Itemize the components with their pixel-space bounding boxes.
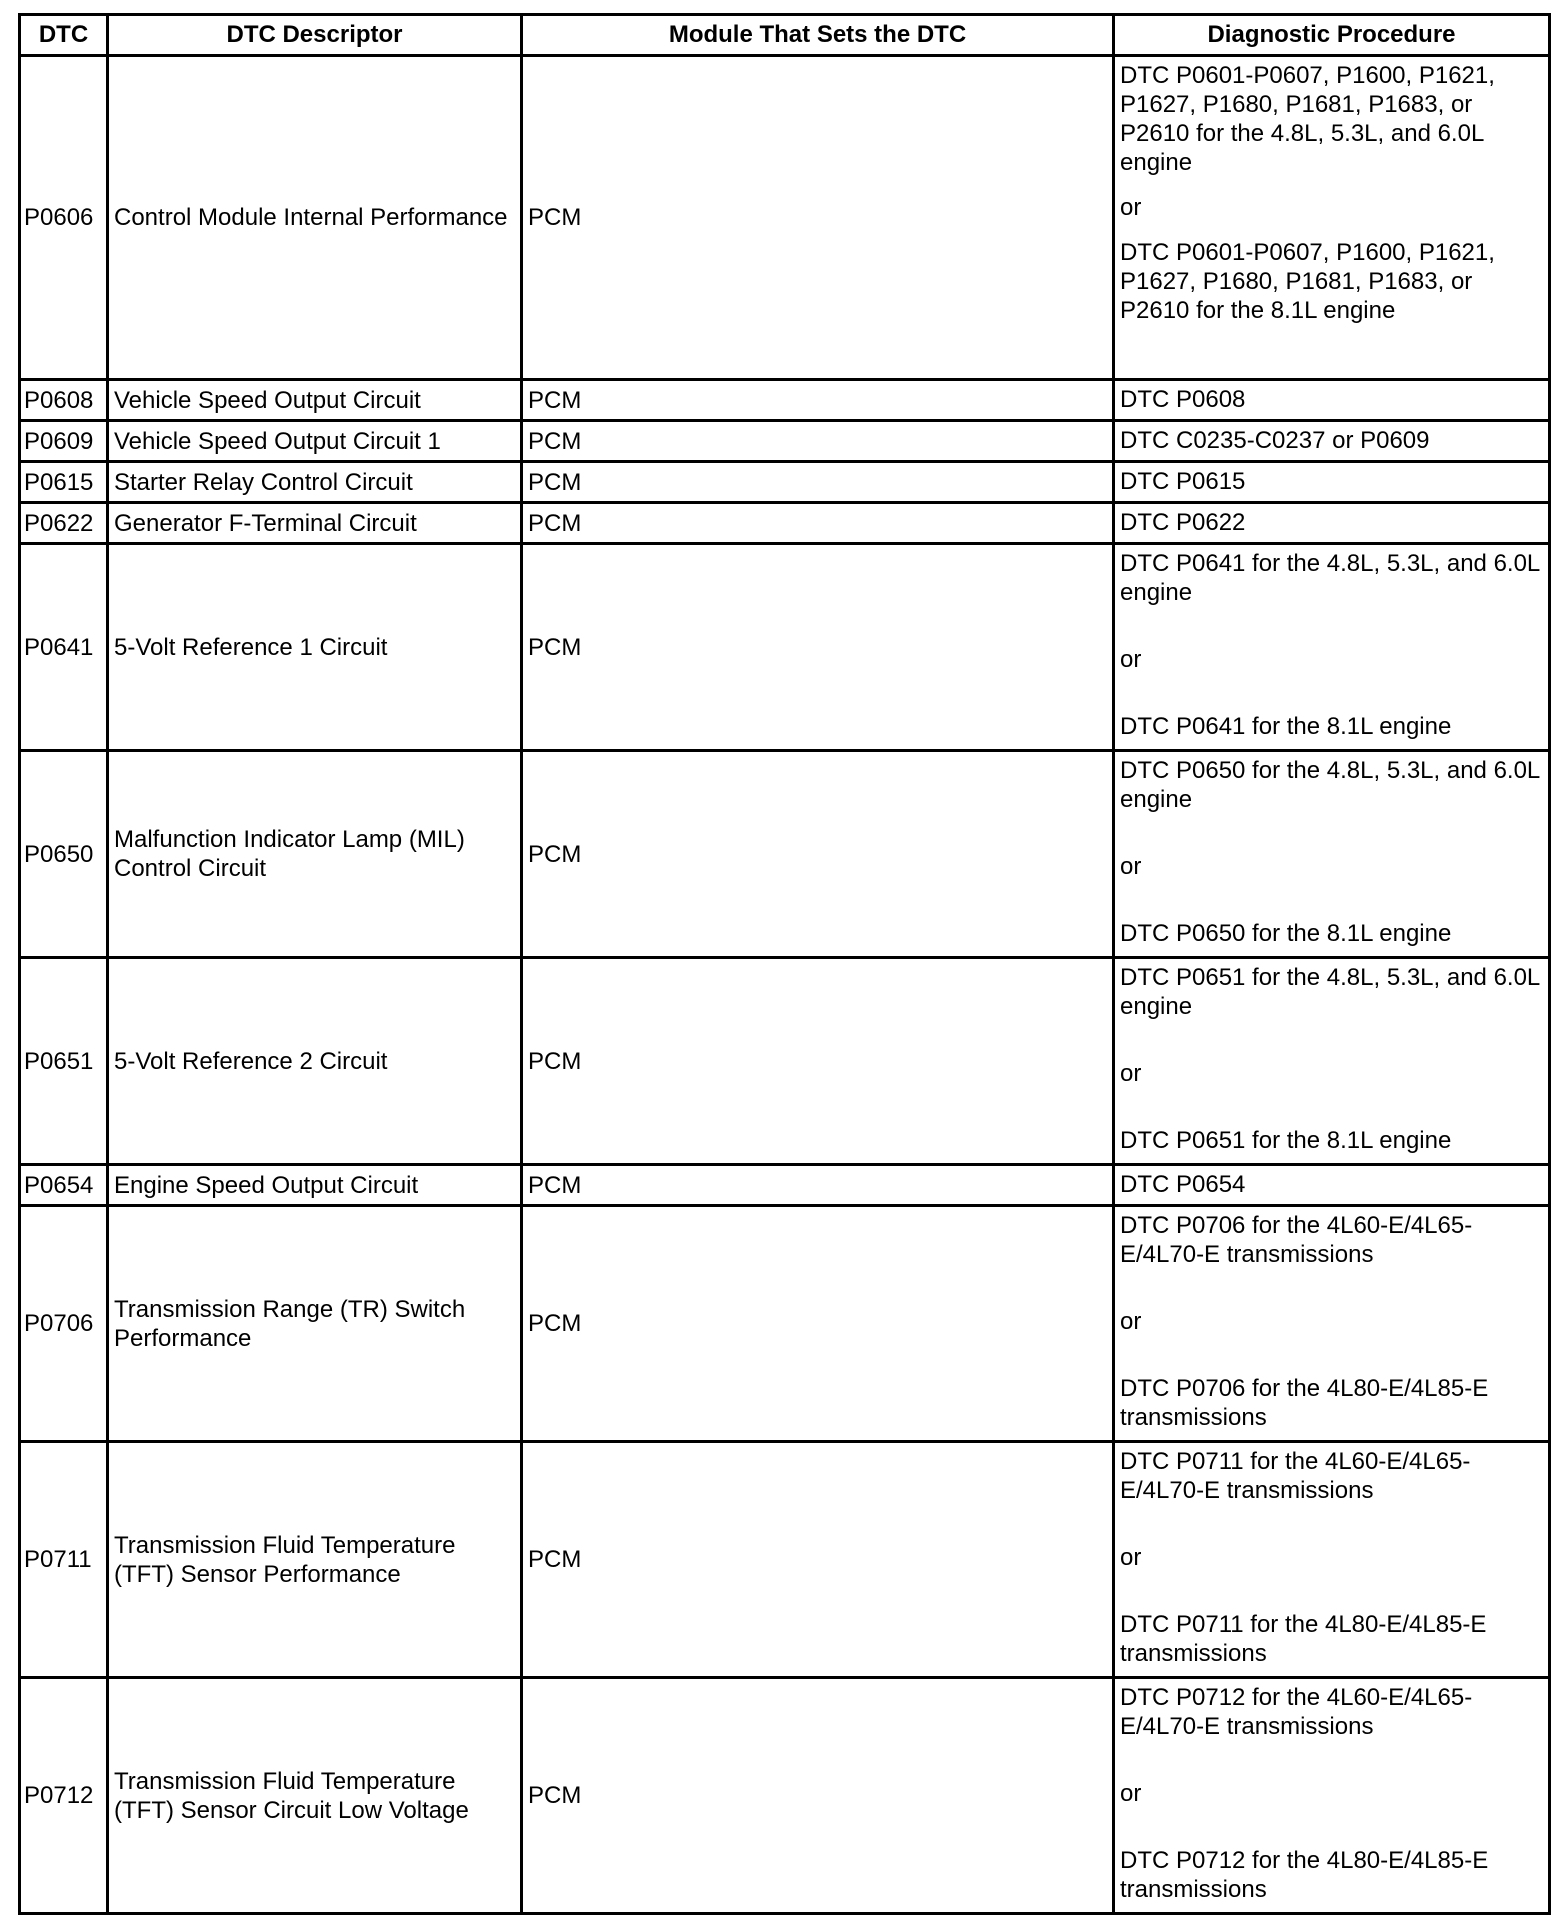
procedure-link-primary[interactable]: DTC P0608 bbox=[1120, 386, 1246, 413]
procedure-or: or bbox=[1120, 194, 1142, 221]
dtc-code: P0622 bbox=[20, 503, 108, 544]
table-row bbox=[20, 462, 1550, 503]
dtc-code: P0654 bbox=[20, 1165, 108, 1206]
dtc-table bbox=[18, 13, 1551, 1915]
procedure-link-primary[interactable]: DTC P0641 for the 4.8L, 5.3L, and 6.0L engine bbox=[1120, 550, 1540, 606]
header-module: Module That Sets the DTC bbox=[522, 15, 1114, 56]
header-dtc: DTC bbox=[20, 15, 108, 56]
diagnostic-procedure bbox=[1114, 503, 1550, 544]
dtc-descriptor: Generator F-Terminal Circuit bbox=[108, 503, 522, 544]
diagnostic-procedure bbox=[1114, 1165, 1550, 1206]
procedure-link-alternate[interactable]: DTC P0641 for the 8.1L engine bbox=[1120, 713, 1452, 740]
dtc-descriptor: Starter Relay Control Circuit bbox=[108, 462, 522, 503]
dtc-code: P0651 bbox=[20, 958, 108, 1165]
module-name: PCM bbox=[522, 462, 1114, 503]
dtc-descriptor: Vehicle Speed Output Circuit bbox=[108, 380, 522, 421]
dtc-descriptor: Engine Speed Output Circuit bbox=[108, 1165, 522, 1206]
module-name: PCM bbox=[522, 1206, 1114, 1442]
dtc-code: P0650 bbox=[20, 751, 108, 958]
table-row bbox=[20, 958, 1550, 1165]
table-row bbox=[20, 1165, 1550, 1206]
header-dtc-descriptor: DTC Descriptor bbox=[108, 15, 522, 56]
module-name: PCM bbox=[522, 503, 1114, 544]
procedure-or: or bbox=[1120, 646, 1142, 673]
dtc-code: P0606 bbox=[20, 56, 108, 380]
procedure-link-alternate[interactable]: DTC P0706 for the 4L80-E/4L85-E transmissions bbox=[1120, 1375, 1489, 1431]
table-row bbox=[20, 380, 1550, 421]
diagnostic-procedure bbox=[1114, 544, 1550, 751]
dtc-descriptor: 5-Volt Reference 2 Circuit bbox=[108, 958, 522, 1165]
table-row bbox=[20, 1206, 1550, 1442]
dtc-code: P0712 bbox=[20, 1678, 108, 1914]
table-row bbox=[20, 751, 1550, 958]
procedure-link-primary[interactable]: DTC P0650 for the 4.8L, 5.3L, and 6.0L engine bbox=[1120, 757, 1540, 813]
module-name: PCM bbox=[522, 421, 1114, 462]
dtc-descriptor: 5-Volt Reference 1 Circuit bbox=[108, 544, 522, 751]
diagnostic-procedure bbox=[1114, 56, 1550, 380]
procedure-link-alternate[interactable]: DTC P0650 for the 8.1L engine bbox=[1120, 920, 1452, 947]
procedure-link-primary[interactable]: DTC P0712 for the 4L60-E/4L65-E/4L70-E transmissions bbox=[1120, 1684, 1473, 1740]
procedure-link-alternate[interactable]: DTC P0601-P0607, P1600, P1621, P1627, P1680, P1681, P1683, or P2610 for the 8.1L engine bbox=[1120, 239, 1495, 324]
diagnostic-procedure bbox=[1114, 421, 1550, 462]
table-header-row bbox=[20, 15, 1550, 56]
module-name: PCM bbox=[522, 1165, 1114, 1206]
table-row bbox=[20, 544, 1550, 751]
diagnostic-procedure bbox=[1114, 462, 1550, 503]
module-name: PCM bbox=[522, 1678, 1114, 1914]
procedure-or: or bbox=[1120, 853, 1142, 880]
diagnostic-procedure bbox=[1114, 1442, 1550, 1678]
dtc-code: P0609 bbox=[20, 421, 108, 462]
table-row bbox=[20, 503, 1550, 544]
module-name: PCM bbox=[522, 56, 1114, 380]
dtc-descriptor: Transmission Fluid Temperature (TFT) Sensor Performance bbox=[108, 1442, 522, 1678]
procedure-link-primary[interactable]: DTC P0711 for the 4L60-E/4L65-E/4L70-E transmissions bbox=[1120, 1448, 1471, 1504]
procedure-link-primary[interactable]: DTC C0235-C0237 or P0609 bbox=[1120, 427, 1430, 454]
module-name: PCM bbox=[522, 1442, 1114, 1678]
dtc-code: P0711 bbox=[20, 1442, 108, 1678]
module-name: PCM bbox=[522, 958, 1114, 1165]
module-name: PCM bbox=[522, 544, 1114, 751]
diagnostic-procedure bbox=[1114, 1206, 1550, 1442]
procedure-or: or bbox=[1120, 1308, 1142, 1335]
table-row bbox=[20, 1442, 1550, 1678]
dtc-descriptor: Vehicle Speed Output Circuit 1 bbox=[108, 421, 522, 462]
table-row bbox=[20, 421, 1550, 462]
dtc-descriptor: Transmission Fluid Temperature (TFT) Sensor Circuit Low Voltage bbox=[108, 1678, 522, 1914]
module-name: PCM bbox=[522, 380, 1114, 421]
diagnostic-procedure bbox=[1114, 958, 1550, 1165]
diagnostic-procedure bbox=[1114, 1678, 1550, 1914]
table-row bbox=[20, 1678, 1550, 1914]
dtc-code: P0706 bbox=[20, 1206, 108, 1442]
header-diagnostic-procedure: Diagnostic Procedure bbox=[1114, 15, 1550, 56]
procedure-link-alternate[interactable]: DTC P0711 for the 4L80-E/4L85-E transmissions bbox=[1120, 1611, 1487, 1667]
dtc-descriptor: Control Module Internal Performance bbox=[108, 56, 522, 380]
procedure-link-primary[interactable]: DTC P0651 for the 4.8L, 5.3L, and 6.0L engine bbox=[1120, 964, 1540, 1020]
dtc-code: P0641 bbox=[20, 544, 108, 751]
dtc-code: P0608 bbox=[20, 380, 108, 421]
procedure-or: or bbox=[1120, 1780, 1142, 1807]
procedure-link-primary[interactable]: DTC P0622 bbox=[1120, 509, 1246, 536]
procedure-link-alternate[interactable]: DTC P0651 for the 8.1L engine bbox=[1120, 1127, 1452, 1154]
procedure-link-primary[interactable]: DTC P0601-P0607, P1600, P1621, P1627, P1680, P1681, P1683, or P2610 for the 4.8L, 5.3L, and 6.0L engine bbox=[1120, 62, 1495, 176]
table-row bbox=[20, 56, 1550, 380]
procedure-link-alternate[interactable]: DTC P0712 for the 4L80-E/4L85-E transmissions bbox=[1120, 1847, 1489, 1903]
procedure-link-primary[interactable]: DTC P0706 for the 4L60-E/4L65-E/4L70-E transmissions bbox=[1120, 1212, 1473, 1268]
dtc-code: P0615 bbox=[20, 462, 108, 503]
procedure-link-primary[interactable]: DTC P0615 bbox=[1120, 468, 1246, 495]
dtc-descriptor: Malfunction Indicator Lamp (MIL) Control Circuit bbox=[108, 751, 522, 958]
procedure-or: or bbox=[1120, 1060, 1142, 1087]
dtc-descriptor: Transmission Range (TR) Switch Performance bbox=[108, 1206, 522, 1442]
diagnostic-procedure bbox=[1114, 380, 1550, 421]
diagnostic-procedure bbox=[1114, 751, 1550, 958]
procedure-link-primary[interactable]: DTC P0654 bbox=[1120, 1171, 1246, 1198]
module-name: PCM bbox=[522, 751, 1114, 958]
procedure-or: or bbox=[1120, 1544, 1142, 1571]
